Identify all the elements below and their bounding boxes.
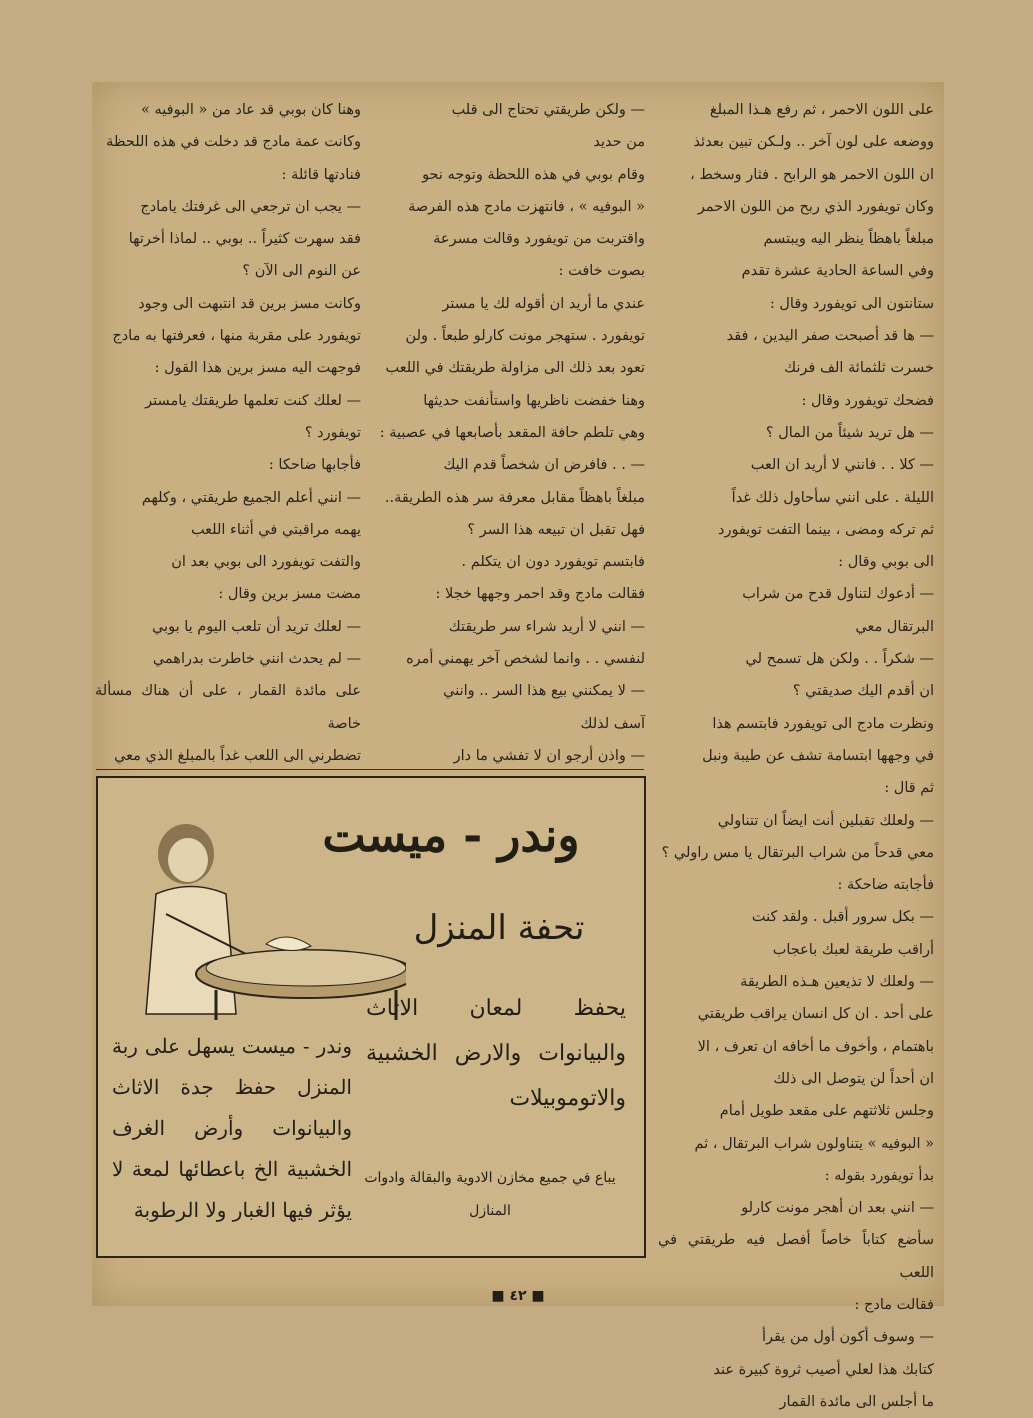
text-line: ووضعه على لون آخر .. ولـكن تبين بعدئذ: [693, 134, 934, 151]
text-line: وجلس ثلاثتهم على مقعد طويل أمام: [719, 1103, 934, 1120]
text-line: مبلغاً باهظاً ينظر اليه ويبتسم: [763, 231, 934, 248]
text-line: وكانت عمة مادج قد دخلت في هذه اللحظة: [106, 134, 361, 151]
text-column-left: [95, 94, 361, 837]
wonder-mist-advertisement: [96, 776, 646, 1258]
text-line: ستانتون الى تويفورد وقال :: [769, 295, 934, 312]
text-line: « البوفيه » يتناولون شراب البرتقال ، ثم: [694, 1135, 934, 1152]
text-line: — شكراً . . ولكن هل تسمح لي: [745, 651, 934, 668]
text-line: — أدعوك لتناول قدح من شراب: [742, 586, 934, 603]
text-line: — ولعلك لا تذيعين هـذه الطريقة: [740, 974, 934, 991]
text-line: فقد سهرت كثيراً .. بوبي .. لماذا أخرتها: [128, 231, 361, 248]
text-line: — انني بعد ان أهجر مونت كارلو: [741, 1200, 934, 1217]
column-divider: [96, 769, 644, 770]
text-line: — وسوف أكون أول من يقرأ: [761, 1329, 934, 1346]
text-line: — لا يمكنني بيع هذا السر .. وانني: [443, 683, 645, 700]
text-line: لنفسي . . وانما لشخص آخر يهمني أمره: [406, 651, 645, 668]
text-line: ثم تركه ومضى ، بينما التفت تويفورد: [718, 521, 934, 538]
text-line: في وجهها ابتسامة تشف عن طيبة ونبل: [702, 747, 934, 764]
text-line: سأضع كتاباً خاصاً أفصل فيه طريقتي في اللعب: [658, 1232, 934, 1281]
text-line: تويفورد على مقربة منها ، فعرفتها به مادج: [112, 328, 361, 345]
text-line: على اللون الاحمر ، ثم رفع هـذا المبلغ: [709, 102, 934, 118]
text-line: — هل تريد شيئاً من المال ؟: [765, 424, 934, 441]
text-line: — يجب ان ترجعي الى غرفتك يامادج: [140, 198, 361, 215]
text-line: — ولكن طريقتي تحتاج الى قلب: [451, 102, 645, 118]
text-line: وكانت مسز برين قد انتبهت الى وجود: [138, 295, 361, 312]
text-line: فأجابته ضاحكة :: [837, 877, 934, 894]
text-line: والتفت تويفورد الى بوبي بعد ان: [171, 554, 361, 571]
text-line: — بكل سرور أقبل . ولقد كنت: [751, 909, 934, 926]
text-line: — لعلك تريد أن تلعب اليوم يا بوبي: [151, 618, 361, 635]
text-column-middle: [375, 94, 645, 805]
text-line: على مائدة القمار ، على أن هناك مسألة خاصة: [95, 683, 361, 732]
text-line: مبلغاً باهظاً مقابل معرفة سر هذه الطريقة..: [384, 489, 645, 506]
text-line: باهتمام ، وأخوف ما أخافه ان تعرف ، الا: [697, 1038, 934, 1055]
text-line: ثم قال :: [884, 780, 934, 797]
text-line: آسف لذلك: [580, 715, 645, 732]
text-line: بصوت خافت :: [558, 263, 645, 280]
text-line: ان أحداً لن يتوصل الى ذلك: [773, 1070, 934, 1087]
text-line: عندي ما أريد ان أقوله لك يا مستر: [442, 295, 645, 312]
text-line: البرتقال معي: [855, 618, 934, 635]
text-line: فابتسم تويفورد دون ان يتكلم .: [461, 554, 645, 571]
ad-description-text: وندر - ميست يسهل على ربة المنزل حفظ جدة الاثاث والبيانوات وأرض الغرف الخشبية الخ باعطائها لمعة لا يؤثر فيها الغبار ولا الرطوبة: [112, 1034, 352, 1222]
text-line: — . . فافرض ان شخصاً قدم اليك: [443, 457, 645, 474]
text-line: بدأ تويفورد بقوله :: [824, 1167, 934, 1184]
text-line: فأجابها ضاحكا :: [268, 457, 361, 474]
text-line: مضت مسز برين وقال :: [218, 586, 361, 603]
ad-availability-text: يباع في جميع مخازن الادوية والبقالة وادوات المنازل: [364, 1170, 616, 1219]
text-line: ما أجلس الى مائدة القمار: [779, 1393, 934, 1410]
ad-body-text: يحفظ لمعان الاثاث والبيانوات والارض الخشبية والاتوموبيلات: [366, 996, 626, 1111]
text-line: كتابك هذا لعلي أصيب ثروة كبيرة عند: [713, 1361, 934, 1378]
text-line: — كلا . . فانني لا أريد ان العب: [750, 457, 934, 474]
ad-brand-name: وندر - ميست: [322, 808, 580, 862]
text-line: ان أقدم اليك صديقتي ؟: [792, 683, 934, 700]
text-line: فنادتها قائلة :: [281, 166, 361, 183]
text-line: عن النوم الى الآن ؟: [242, 263, 361, 280]
text-line: — واذن أرجو ان لا تفشي ما دار: [453, 747, 645, 764]
text-line: من حديد: [593, 134, 645, 151]
text-line: ونظرت مادج الى تويفورد فابتسم هذا: [712, 715, 934, 732]
text-line: وفي الساعة الحادية عشرة تقدم: [741, 263, 934, 280]
text-line: — لعلك كنت تعلمها طريقتك يامستر: [145, 392, 361, 409]
text-line: وهي تلطم حافة المقعد بأصابعها في عصبية :: [379, 424, 645, 441]
page-number: ■ ٤٢ ■: [491, 1288, 545, 1304]
text-line: — انني أعلم الجميع طريقتي ، وكلهم: [141, 489, 361, 506]
text-line: — لم يحدث انني خاطرت بدراهمي: [152, 651, 361, 668]
text-line: على أحد . ان كل انسان يراقب طريقتي: [697, 1006, 934, 1023]
text-column-right: [658, 94, 934, 1418]
text-line: تويفورد ؟: [304, 424, 361, 441]
text-line: فوجهت اليه مسز برين هذا القول :: [154, 360, 361, 377]
text-line: فهل تقبل ان تبيعه هذا السر ؟: [467, 521, 645, 538]
magazine-page: [92, 82, 944, 1410]
text-line: — انني لا أريد شراء سر طريقتك: [448, 618, 645, 635]
text-line: أراقب طريقة لعبك باعجاب: [772, 941, 934, 958]
text-line: — ولعلك تقبلين أنت ايضاً ان تتناولي: [717, 812, 934, 829]
text-line: فضحك تويفورد وقال :: [801, 392, 934, 409]
text-line: واقتربت من تويفورد وقالت مسرعة: [433, 231, 645, 248]
text-line: معي قدحاً من شراب البرتقال يا مس راولي ؟: [661, 844, 934, 861]
text-line: تعود بعد ذلك الى مزاولة طريقتك في اللعب: [385, 360, 645, 377]
text-line: الى بوبي وقال :: [838, 554, 934, 571]
text-line: وهنا خفضت ناظريها واستأنفت حديثها: [423, 392, 645, 409]
ad-subtitle: تحفة المنزل: [413, 908, 585, 948]
text-line: يهمه مراقبتي في أثناء اللعب: [190, 521, 361, 538]
text-line: وكان تويفورد الذي ربح من اللون الاحمر: [697, 198, 934, 215]
text-line: وقام بوبي في هذه اللحظة وتوجه نحو: [422, 166, 645, 183]
text-line: « البوفيه » ، فانتهزت مادج هذه الفرصة: [408, 198, 645, 215]
text-line: الليلة . على انني سأحاول ذلك غداً: [731, 489, 934, 506]
text-line: فقالت مادج :: [854, 1296, 934, 1313]
text-line: ان اللون الاحمر هو الرابح . فثار وسخط ،: [690, 166, 934, 183]
text-line: تضطرني الى اللعب غداً بالمبلغ الذي معي: [114, 747, 361, 764]
text-line: — ها قد أصبحت صفر اليدين ، فقد: [726, 328, 934, 345]
text-line: وهنا كان بوبي قد عاد من « البوفيه »: [141, 102, 361, 118]
text-line: فقالت مادج وقد احمر وجهها خجلا :: [435, 586, 645, 603]
text-line: تويفورد . ستهجر مونت كارلو طبعاً . ولن: [405, 328, 645, 345]
text-line: خسرت ثلثمائة الف فرنك: [784, 360, 934, 377]
